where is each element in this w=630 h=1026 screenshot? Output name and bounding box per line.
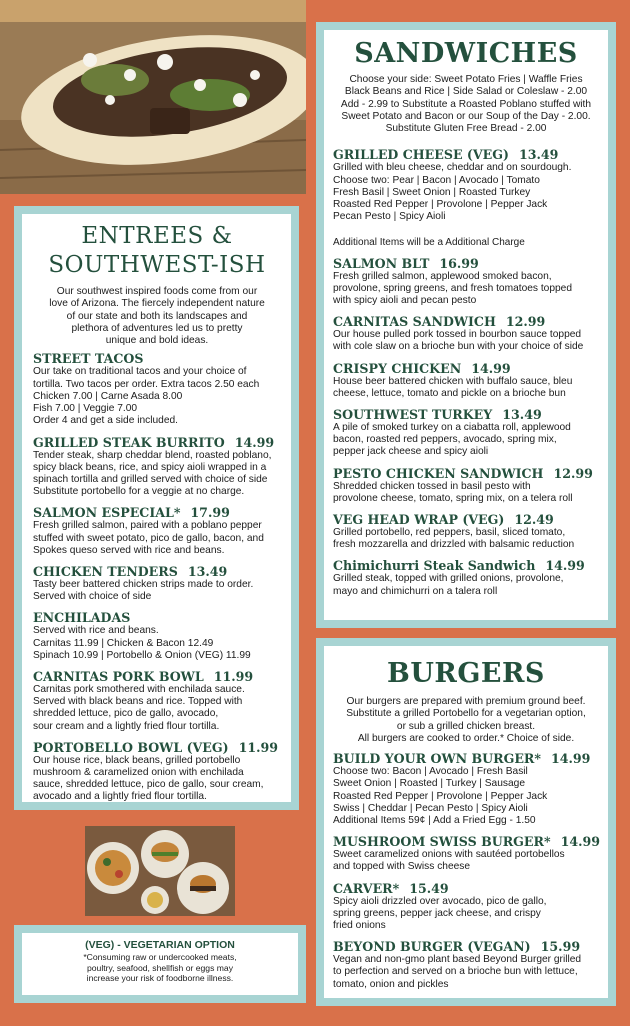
menu-item [333, 147, 599, 223]
burgers-list [333, 751, 599, 991]
menu-item-title [33, 505, 281, 520]
menu-item-name: CHICKEN TENDERS [33, 563, 178, 579]
menu-item [333, 256, 599, 308]
menu-item-name: PORTOBELLO BOWL (VEG) [33, 739, 229, 755]
menu-item [333, 512, 599, 551]
menu-item-description: Sweet caramelized onions with sautéed portobellos and topped with Swiss cheese [333, 849, 565, 873]
menu-item-description: Our house rice, black beans, grilled portobello mushroom & caramelized onion with enchilada sauce, shredded lettuce, pico de gallo, sour cream, avocado and a lightly fried flour tortilla. [33, 754, 264, 803]
menu-item-name: BUILD YOUR OWN BURGER* [333, 751, 541, 767]
menu-item-description: Fresh grilled salmon, applewood smoked bacon, provolone, spring greens, and fresh tomatoes topped with spicy aioli and pecan pesto [333, 270, 572, 306]
menu-item-price: 13.49 [518, 147, 559, 163]
menu-item-price: 16.99 [439, 255, 479, 271]
menu-item-title [333, 314, 599, 329]
menu-item-name: CARNITAS PORK BOWL [33, 668, 204, 684]
menu-item [333, 939, 599, 991]
menu-item-name: CARNITAS SANDWICH [333, 314, 496, 330]
menu-item [33, 351, 281, 427]
menu-item-description: Grilled steak, topped with grilled onions, provolone, mayo and chimichurri on a talera roll [333, 573, 564, 597]
menu-item [333, 881, 599, 933]
entrees-heading-line2: SOUTHWEST-ISH [48, 252, 266, 278]
menu-item [33, 610, 281, 662]
menu-item-description: Grilled with bleu cheese, cheddar and on sourdough. Choose two: Pear | Bacon | Avocado | Tomato Fresh Basil | Sweet Onion | Roasted Turkey Roasted Red Pepper | Provolone | Pepper Jack Pecan Pesto | Spicy Aioli [333, 162, 572, 223]
menu-item [333, 407, 599, 459]
sandwiches-heading: SANDWICHES [354, 38, 578, 69]
menu-item-description: Fresh grilled salmon, paired with a poblano pepper stuffed with sweet potato, pico de gallo, bacon, and Spokes queso served with rice and beans. [33, 520, 264, 556]
taco-photo [0, 0, 306, 194]
entrees-list [33, 351, 281, 803]
menu-item-name: BEYOND BURGER (VEGAN) [333, 939, 531, 955]
menu-item-price: 11.99 [213, 668, 254, 684]
menu-item [333, 314, 599, 353]
menu-item-description: Served with rice and beans. Carnitas 11.99 | Chicken & Bacon 12.49 Spinach 10.99 | Portobello & Onion (VEG) 11.99 [33, 625, 251, 661]
menu-item-description: Carnitas pork smothered with enchilada sauce. Served with black beans and rice. Topped with shredded lettuce, pico de gallo, avocado, sour cream and a lightly fried flour tortilla. [33, 683, 245, 732]
menu-item-name: CRISPY CHICKEN [333, 360, 462, 376]
menu-item-title [33, 740, 281, 755]
menu-item-price: 12.99 [505, 314, 546, 330]
burgers-intro: Our burgers are prepared with premium ground beef. Substitute a grilled Portobello for a vegetarian option, or sub a grilled chicken breast. All burgers are cooked to order.* Choice of side. [346, 696, 586, 744]
menu-item-name: GRILLED STEAK BURRITO [33, 434, 225, 450]
menu-item-name: GRILLED CHEESE (VEG) [333, 147, 509, 163]
menu-item-price: 14.99 [471, 360, 511, 376]
menu-item-price: 14.99 [560, 834, 601, 850]
entrees-heading-line1: ENTREES & [81, 223, 233, 249]
menu-item-name: ENCHILADAS [33, 610, 131, 626]
menu-item-price: 11.99 [238, 739, 279, 755]
menu-item-description: Our house pulled pork tossed in bourbon sauce topped with cole slaw on a brioche bun with your choice of side [333, 329, 584, 353]
menu-item-title [333, 407, 599, 422]
menu-item-title [333, 361, 599, 376]
additional-items-note: Additional Items will be a Additional Charge [333, 236, 525, 248]
menu-item [333, 558, 599, 597]
burgers-panel [316, 638, 616, 1006]
menu-item [33, 740, 281, 804]
menu-item-title [333, 147, 599, 162]
menu-item [33, 505, 281, 557]
burgers-heading: BURGERS [387, 658, 545, 689]
menu-item-name: MUSHROOM SWISS BURGER* [333, 834, 551, 850]
menu-item-title [333, 881, 599, 896]
menu-item-name: VEG HEAD WRAP (VEG) [333, 511, 505, 527]
menu-item-title [333, 512, 599, 527]
menu-item-price: 13.49 [187, 563, 228, 579]
menu-item-description: Grilled portobello, red peppers, basil, sliced tomato, fresh mozzarella and drizzled with balsamic reduction [333, 526, 575, 551]
menu-item-description: Choose two: Bacon | Avocado | Fresh Basil Sweet Onion | Roasted | Turkey | Sausage Roasted Red Pepper | Provolone | Pepper Jack Swiss | Cheddar | Pecan Pesto | Spicy Aioli Additional Items 59¢ | Add a Fried Egg - 1.50 [333, 766, 548, 826]
footer-title: (VEG) - VEGETARIAN OPTION [85, 939, 235, 951]
menu-item-title [33, 435, 281, 450]
menu-item-name: STREET TACOS [33, 351, 144, 367]
menu-item-title [33, 351, 281, 366]
menu-item-description: Our take on traditional tacos and your choice of tortilla. Two tacos per order. Extra tacos 2.50 each Chicken 7.00 | Carne Asada 8.00 Fish 7.00 | Veggie 7.00 Order 4 and get a side included. [33, 366, 260, 427]
menu-item-title [333, 256, 599, 271]
menu-item [33, 564, 281, 603]
menu-item-name: Chimichurri Steak Sandwich [333, 558, 536, 574]
menu-item-title [33, 610, 281, 625]
menu-item [33, 669, 281, 733]
menu-item-price: 15.99 [540, 939, 581, 955]
menu-item-price: 14.99 [234, 434, 275, 450]
menu-item-description: Shredded chicken tossed in basil pesto with provolone cheese, tomato, spring mix, on a telera roll [333, 480, 573, 504]
entrees-intro: Our southwest inspired foods come from our love of Arizona. The fiercely independent nature of our state and both its landscapes and plethora of adventures led us to pretty unique and bold ideas. [49, 286, 265, 347]
menu-item-name: PESTO CHICKEN SANDWICH [333, 465, 544, 481]
menu-item-title [333, 751, 599, 766]
menu-item-name: SALMON BLT [333, 255, 430, 271]
menu-item-description: Vegan and non-gmo plant based Beyond Burger grilled to perfection and served on a brioche bun with lettuce, tomato, onion and pickles [333, 954, 582, 990]
menu-item-title [33, 669, 281, 684]
menu-item-description: Spicy aioli drizzled over avocado, pico de gallo, spring greens, pepper jack cheese, and crispy fried onions [333, 895, 547, 932]
menu-item [333, 466, 599, 505]
menu-item-description: A pile of smoked turkey on a ciabatta roll, applewood bacon, roasted red peppers, avocado, spring mix, pepper jack cheese and spicy aioli [333, 421, 571, 458]
menu-item [33, 435, 281, 499]
menu-item-name: CARVER* [333, 880, 400, 896]
entrees-heading [33, 222, 281, 280]
menu-item-title [333, 466, 599, 481]
entrees-panel [14, 206, 299, 810]
menu-item-name: SALMON ESPECIAL* [33, 505, 181, 521]
menu-item-description: Tasty beer battered chicken strips made to order. Served with choice of side [33, 578, 254, 603]
food-plates-photo [85, 826, 235, 916]
menu-item-price: 14.99 [545, 558, 585, 574]
menu-item-description: House beer battered chicken with buffalo sauce, bleu cheese, lettuce, tomato and pickle on a brioche bun [333, 375, 573, 399]
sandwiches-panel [316, 22, 616, 628]
menu-item-title [333, 834, 599, 849]
menu-item [333, 361, 599, 400]
menu-item-price: 13.49 [502, 406, 542, 422]
menu-item-name: SOUTHWEST TURKEY [333, 406, 493, 422]
footer-note-panel [14, 925, 306, 1003]
menu-item-title [333, 939, 599, 954]
menu-item-price: 15.49 [409, 880, 449, 896]
menu-item-title [333, 558, 599, 573]
menu-item-price: 14.99 [550, 751, 591, 767]
menu-item-price: 12.99 [553, 465, 593, 481]
menu-item-price: 17.99 [190, 505, 230, 521]
menu-item-title [33, 564, 281, 579]
sandwiches-intro: Choose your side: Sweet Potato Fries | Waffle Fries Black Beans and Rice | Side Salad or Coleslaw - 2.00 Add - 2.99 to Substitute a Roasted Poblano stuffed with Sweet Potato and Bacon or our Soup of the Day - 2.00. Substitute Gluten Free Bread - 2.00 [340, 74, 592, 135]
menu-item-description: Tender steak, sharp cheddar blend, roasted poblano, spicy black beans, rice, and spicy aioli wrapped in a spinach tortilla and grilled served with choice of side Substitute portobello for a veggie at no charge. [33, 449, 272, 498]
sandwiches-list [333, 147, 599, 597]
footer-text: *Consuming raw or undercooked meats, poultry, seafood, shellfish or eggs may increase your risk of foodborne illness. [83, 951, 237, 984]
menu-item [333, 834, 599, 873]
menu-item-price: 12.49 [514, 511, 554, 527]
menu-item [333, 751, 599, 827]
